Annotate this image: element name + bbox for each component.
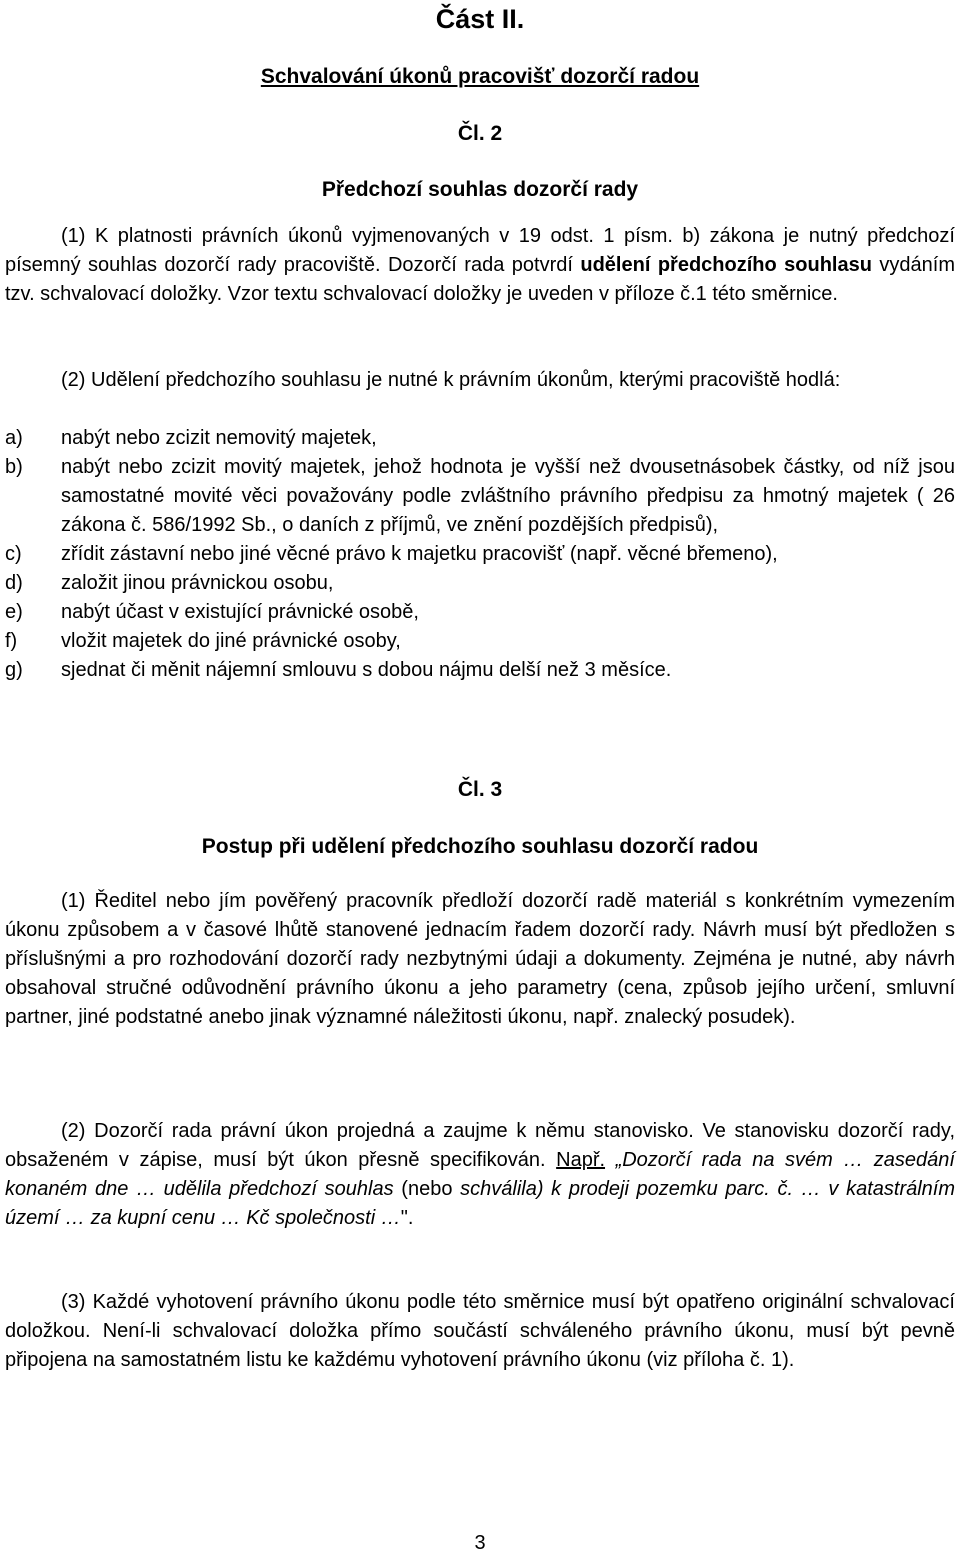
a2p1-text-a: (1) K platnosti právních úkonů vyjmenovaných v bbox=[61, 225, 510, 247]
a3p2-italic-b: schválila) k prodeji pozemku parc. č. … v katastrálním území … za kupní cenu … Kč společnosti … bbox=[5, 1178, 956, 1229]
a3p2-text-b: (nebo bbox=[401, 1178, 453, 1200]
list-item-text: nabýt účast v existující právnické osobě, bbox=[61, 601, 419, 623]
list-item-text: nabýt nebo zcizit movitý majetek, jehož hodnota je vyšší než dvousetnásobek částky, od níž jsou samostatné movité věci považovány podle zvláštního právního předpisu za hmotný majetek ( 26 zákona č. 586/1992 Sb., o daních z příjmů, ve znění pozdějších předpisů), bbox=[61, 456, 955, 536]
a3p1-text: (1) Ředitel nebo jím pověřený pracovník předloží dozorčí radě materiál s konkrétním vymezením úkonu způsobem a v časové lhůtě stanovené jednacím řadem dozorčí rady. Návrh musí být předložen s příslušnými a pro rozhodování dozorčí rady nezbytnými údaji a dokumenty. Zejména je nutné, aby návrh obsahoval stručné odůvodnění právního úkonu a jeho parametry (cena, způsob jejího určení, smluvní partner, jiné podstatné anebo jinak významné náležitosti úkonu, např. znalecký posudek). bbox=[5, 890, 955, 1028]
list-item-label: b) bbox=[5, 456, 23, 478]
section-title: Schvalování úkonů pracovišť dozorčí radou bbox=[260, 65, 700, 88]
a2p1-text-b: 19 odst. 1 písm. b) zákona je nutný předchozí písemný souhlas dozorčí rady pracoviště. Dozorčí rada potvrdí bbox=[5, 225, 955, 276]
article-3-paragraph-2 bbox=[5, 1117, 955, 1233]
article-3-title: Postup při udělení předchozího souhlasu dozorčí radou bbox=[201, 835, 759, 858]
a2p1-text-c: vydáním tzv. schvalovací doložky. Vzor textu schvalovací doložky je uveden v příloze č.1 této směrnice. bbox=[5, 254, 956, 305]
a3p2-text-c: ". bbox=[400, 1207, 414, 1229]
list-item-label: a) bbox=[5, 427, 23, 449]
a2p1-bold: udělení předchozího souhlasu bbox=[580, 254, 872, 276]
list-item bbox=[5, 569, 955, 598]
article-3-number: Čl. 3 bbox=[457, 778, 503, 801]
list-item bbox=[5, 656, 955, 685]
list-item-label: f) bbox=[5, 630, 18, 652]
part-title: Část II. bbox=[435, 4, 525, 34]
article-2-paragraph-2-intro bbox=[5, 366, 955, 395]
article-2-list bbox=[5, 424, 955, 685]
article-3-paragraph-3 bbox=[5, 1288, 955, 1375]
a3p2-text-a: (2) Dozorčí rada právní úkon projedná a zaujme k němu stanovisko. Ve stanovisku dozorčí rady, obsaženém v zápise, musí být úkon přesně specifikován. bbox=[5, 1120, 955, 1171]
list-item bbox=[5, 453, 955, 540]
list-item-label: g) bbox=[5, 659, 23, 681]
list-item-text: založit jinou právnickou osobu, bbox=[61, 572, 334, 594]
list-item bbox=[5, 424, 955, 453]
list-item-text: nabýt nebo zcizit nemovitý majetek, bbox=[61, 427, 377, 449]
article-2-paragraph-1 bbox=[5, 222, 955, 309]
list-item bbox=[5, 627, 955, 656]
list-item bbox=[5, 540, 955, 569]
list-item-label: c) bbox=[5, 543, 22, 565]
a3p3-text: (3) Každé vyhotovení právního úkonu podle této směrnice musí být opatřeno originální schvalovací doložkou. Není-li schvalovací doložka přímo součástí schváleného právního úkonu, musí být pevně připojena na samostatném listu ke každému vyhotovení právního úkonu (viz příloha č. 1). bbox=[5, 1291, 955, 1371]
list-item-label: d) bbox=[5, 572, 23, 594]
article-3-paragraph-1 bbox=[5, 887, 955, 1032]
article-2-title: Předchozí souhlas dozorčí rady bbox=[321, 178, 639, 201]
a3p2-italic-a: „Dozorčí rada na svém … zasedání konaném dne … udělila předchozí souhlas bbox=[5, 1149, 955, 1200]
page-number: 3 bbox=[474, 1532, 486, 1554]
list-item-text: sjednat či měnit nájemní smlouvu s dobou nájmu delší než 3 měsíce. bbox=[61, 659, 672, 681]
list-item-text: zřídit zástavní nebo jiné věcné právo k majetku pracovišť (např. věcné břemeno), bbox=[61, 543, 778, 565]
list-item bbox=[5, 598, 955, 627]
list-item-text: vložit majetek do jiné právnické osoby, bbox=[61, 630, 401, 652]
a3p2-underlined: Např. bbox=[556, 1149, 606, 1171]
article-2-number: Čl. 2 bbox=[457, 122, 503, 145]
list-item-label: e) bbox=[5, 601, 23, 623]
a2p2-intro: (2) Udělení předchozího souhlasu je nutné k právním úkonům, kterými pracoviště hodlá: bbox=[61, 369, 841, 391]
